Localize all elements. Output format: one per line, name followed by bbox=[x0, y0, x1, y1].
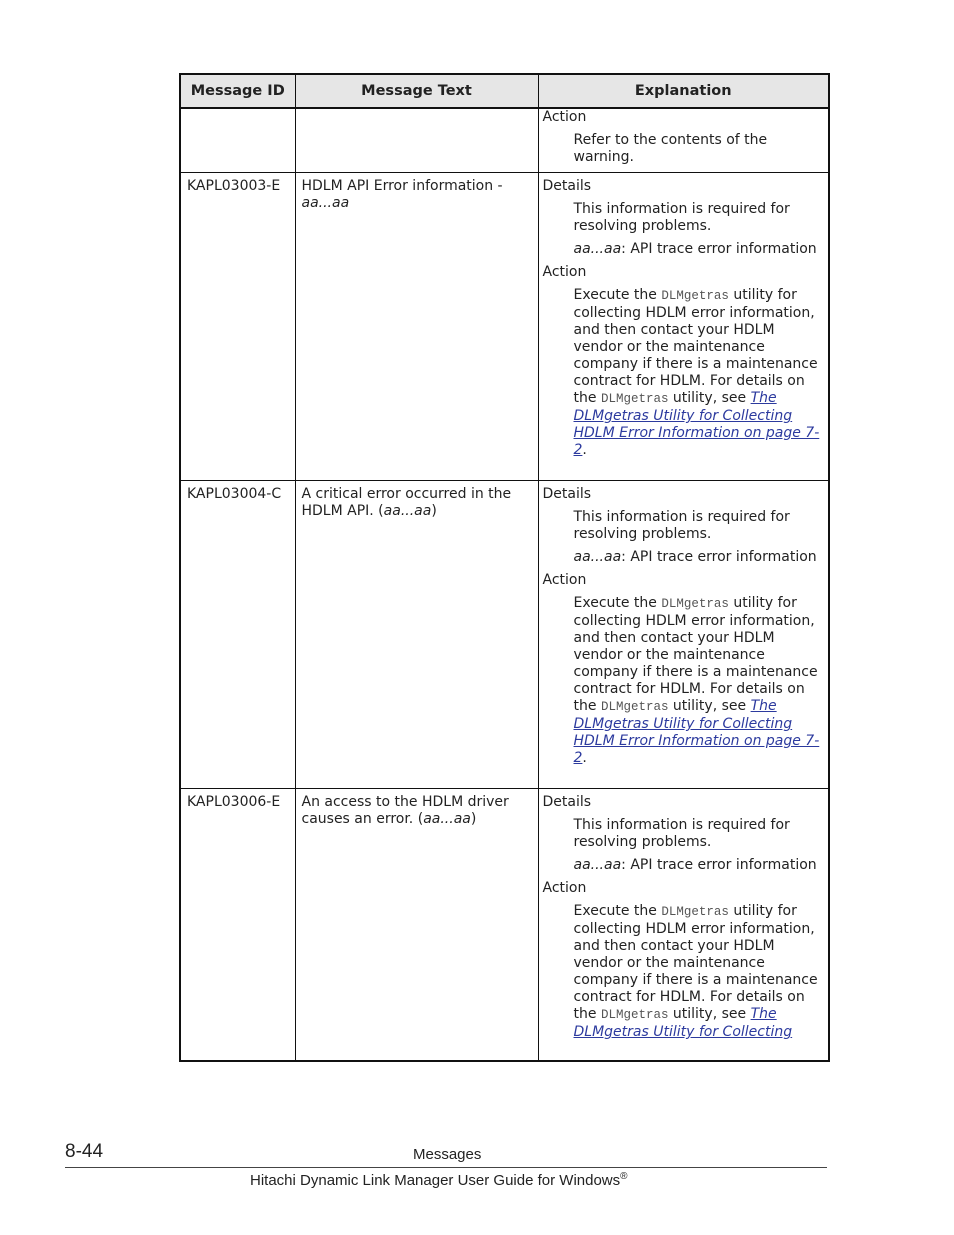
message-param: aa...aa bbox=[423, 811, 471, 827]
details-text: This information is required for resolving problems. bbox=[573, 817, 790, 850]
param-description: aa...aa: API trace error information bbox=[573, 241, 817, 257]
section-title: Messages bbox=[413, 1146, 482, 1163]
reference-link[interactable]: The DLMgetras Utility for Collecting HDLM Error Information on page 7-2 bbox=[573, 390, 820, 458]
guide-title: Hitachi Dynamic Link Manager User Guide for Windows® bbox=[250, 1171, 628, 1189]
action-text: Execute the DLMgetras utility for collecting HDLM error information, and then contact your HDLM vendor or the maintenance company if there is a maintenance contract for HDLM. For details on the DLMgetras utility, see The DLMgetras Utility for Collecting bbox=[573, 903, 818, 1040]
reference-link[interactable]: The DLMgetras Utility for Collecting bbox=[573, 1006, 793, 1040]
action-text: Refer to the contents of the warning. bbox=[573, 132, 768, 165]
message-id-cell: KAPL03004-C bbox=[180, 481, 295, 789]
explanation-cell bbox=[538, 108, 829, 173]
utility-name: DLMgetras bbox=[661, 597, 729, 611]
message-text-cell bbox=[295, 173, 538, 481]
header-message-id: Message ID bbox=[180, 74, 295, 108]
page-number: 8-44 bbox=[65, 1141, 104, 1162]
utility-name: DLMgetras bbox=[600, 1008, 669, 1022]
message-param: aa...aa bbox=[383, 503, 432, 519]
message-id-cell: KAPL03006-E bbox=[180, 789, 295, 1062]
details-text: This information is required for resolving problems. bbox=[573, 509, 790, 542]
details-label: Details bbox=[542, 794, 592, 810]
header-message-text: Message Text bbox=[295, 74, 538, 108]
table-row bbox=[180, 108, 829, 173]
details-label: Details bbox=[542, 486, 592, 502]
message-text-cell bbox=[295, 108, 538, 173]
message-id-cell bbox=[180, 108, 295, 173]
registered-mark: ® bbox=[620, 1171, 628, 1182]
action-label: Action bbox=[542, 109, 587, 125]
message-param: aa...aa bbox=[301, 195, 350, 211]
param-description: aa...aa: API trace error information bbox=[573, 549, 817, 565]
message-id-cell: KAPL03003-E bbox=[180, 173, 295, 481]
table-row bbox=[180, 481, 829, 789]
utility-name: DLMgetras bbox=[661, 905, 729, 919]
param-description: aa...aa: API trace error information bbox=[573, 857, 817, 873]
message-text: A critical error occurred in the HDLM API. ( bbox=[301, 486, 512, 519]
utility-name: DLMgetras bbox=[600, 392, 669, 406]
explanation-cell bbox=[538, 481, 829, 789]
details-label: Details bbox=[542, 178, 592, 194]
action-text: Execute the DLMgetras utility for collecting HDLM error information, and then contact your HDLM vendor or the maintenance company if there is a maintenance contract for HDLM. For details on the DLMgetras utility, see The DLMgetras Utility for Collecting HDLM Error Information on page 7-2. bbox=[573, 287, 820, 458]
details-text: This information is required for resolving problems. bbox=[573, 201, 790, 234]
utility-name: DLMgetras bbox=[661, 289, 729, 303]
explanation-cell bbox=[538, 789, 829, 1062]
messages-table bbox=[179, 73, 830, 1062]
action-label: Action bbox=[542, 880, 587, 896]
table-header-row bbox=[180, 74, 829, 108]
message-text-cell: A critical error occurred in the HDLM API. (aa...aa) bbox=[295, 481, 538, 789]
message-text: An access to the HDLM driver causes an error. ( bbox=[301, 794, 509, 827]
utility-name: DLMgetras bbox=[600, 700, 669, 714]
header-explanation: Explanation bbox=[538, 74, 829, 108]
explanation-cell bbox=[538, 173, 829, 481]
table-row bbox=[180, 789, 829, 1062]
action-label: Action bbox=[542, 572, 587, 588]
footer-divider bbox=[65, 1167, 827, 1168]
reference-link[interactable]: The DLMgetras Utility for Collecting HDLM Error Information on page 7-2 bbox=[573, 698, 820, 766]
table-row bbox=[180, 173, 829, 481]
action-label: Action bbox=[542, 264, 587, 280]
message-text-cell: An access to the HDLM driver causes an error. (aa...aa) bbox=[295, 789, 538, 1062]
message-text: HDLM API Error information - bbox=[301, 178, 503, 194]
action-text: Execute the DLMgetras utility for collecting HDLM error information, and then contact your HDLM vendor or the maintenance company if there is a maintenance contract for HDLM. For details on the DLMgetras utility, see The DLMgetras Utility for Collecting HDLM Error Information on page 7-2. bbox=[573, 595, 820, 766]
